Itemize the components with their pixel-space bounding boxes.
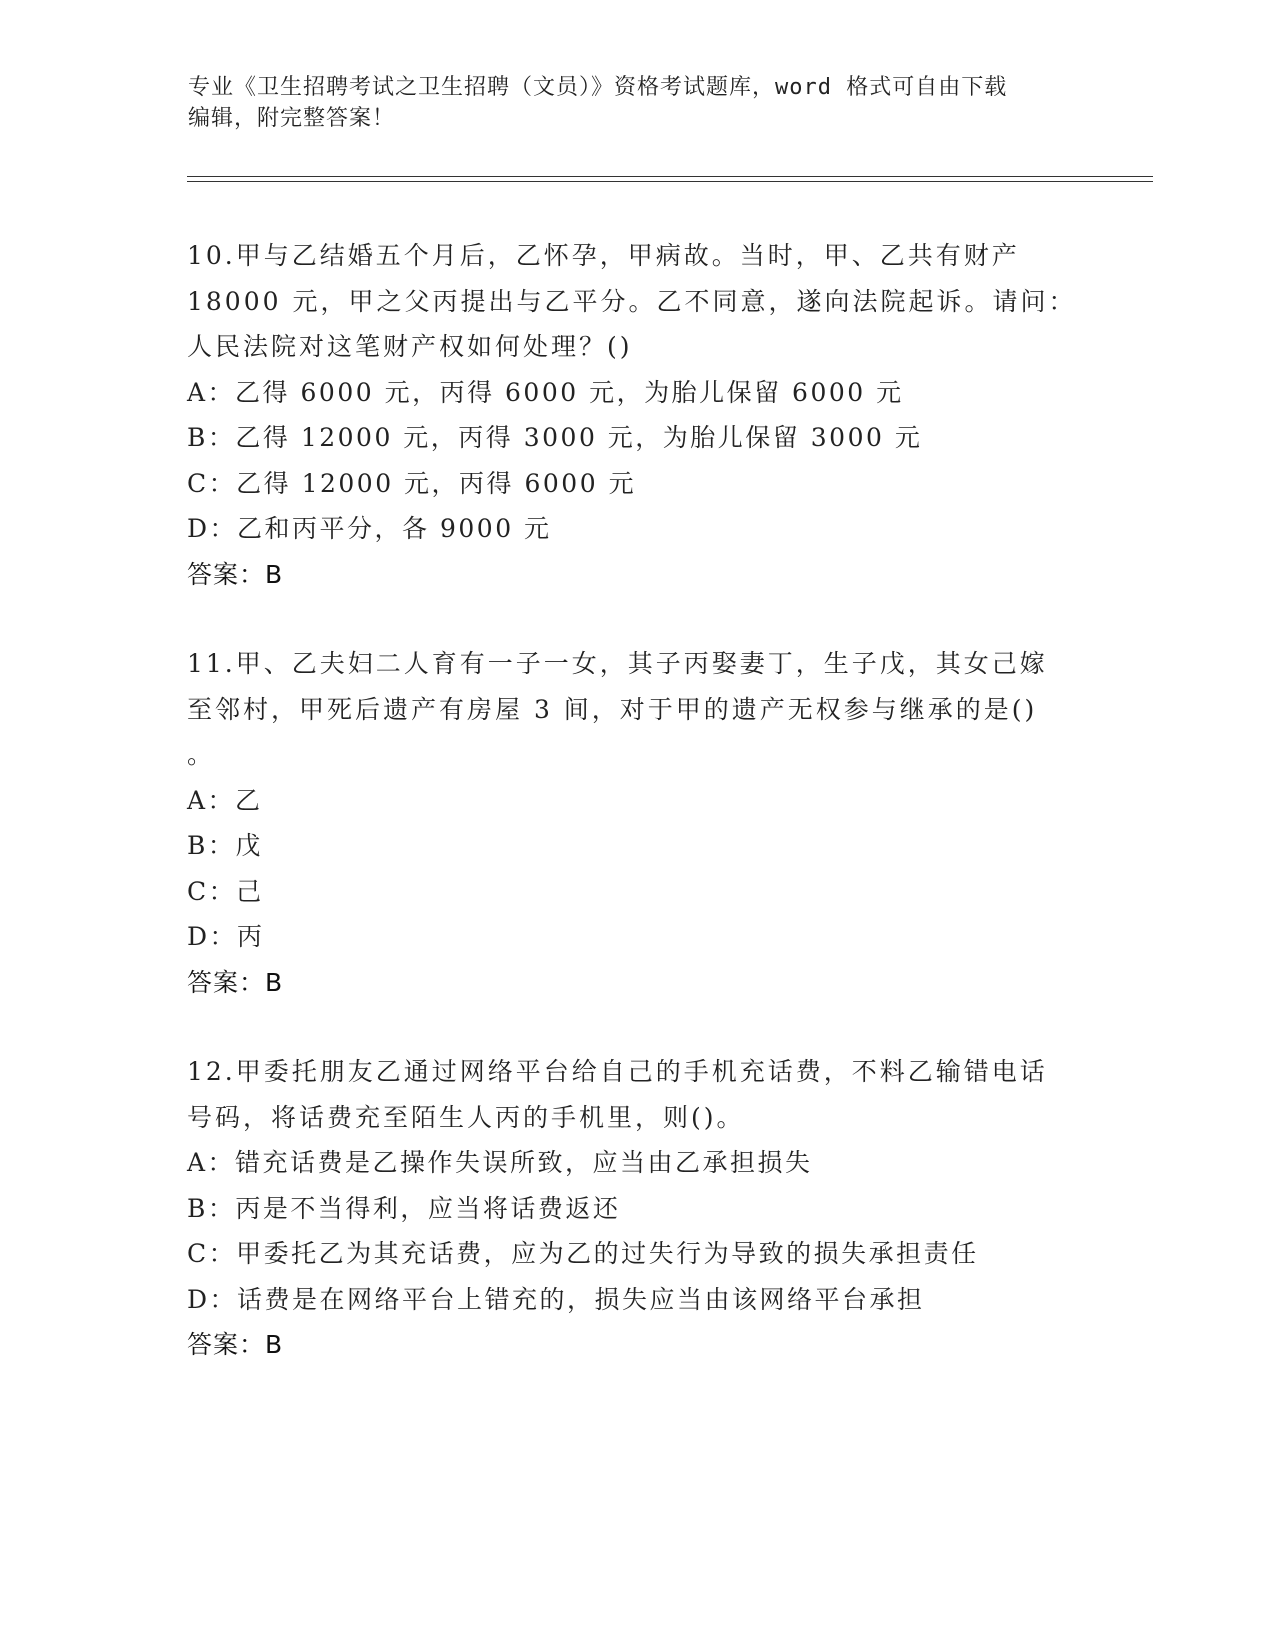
question-stem-line: 。 <box>187 740 216 769</box>
header-divider <box>187 176 1153 177</box>
option-c: C：己 <box>187 876 264 906</box>
question-stem-line: 至邻村，甲死后遗产有房屋 3 间，对于甲的遗产无权参与继承的是() <box>187 694 1038 724</box>
question-11 <box>187 641 1087 1005</box>
question-stem-line: 人民法院对这笔财产权如何处理？() <box>187 332 633 361</box>
question-stem-line: 12.甲委托朋友乙通过网络平台给自己的手机充话费，不料乙输错电话 <box>187 1057 1048 1086</box>
answer-line: 答案：B <box>187 559 284 589</box>
question-stem-line: 号码，将话费充至陌生人丙的手机里，则()。 <box>187 1102 745 1132</box>
option-d: D：话费是在网络平台上错充的，损失应当由该网络平台承担 <box>187 1284 925 1314</box>
option-c: C：甲委托乙为其充话费，应为乙的过失行为导致的损失承担责任 <box>187 1239 979 1268</box>
option-a: A：错充话费是乙操作失误所致，应当由乙承担损失 <box>187 1148 813 1177</box>
question-12 <box>187 1049 1087 1368</box>
option-d: D：丙 <box>187 922 265 951</box>
answer-line: 答案：B <box>187 1330 284 1359</box>
header-line: 编辑，附完整答案！ <box>188 106 396 131</box>
document-header <box>188 72 1088 134</box>
option-b: B：丙是不当得利，应当将话费返还 <box>187 1193 621 1223</box>
question-stem-line: 18000 元，甲之父丙提出与乙平分。乙不同意，遂向法院起诉。请问： <box>187 286 1077 316</box>
option-d: D：乙和丙平分，各 9000 元 <box>187 514 552 543</box>
option-b: B：乙得 12000 元，丙得 3000 元，为胎儿保留 3000 元 <box>187 423 923 452</box>
option-b: B：戊 <box>187 831 263 860</box>
question-stem-line: 10.甲与乙结婚五个月后，乙怀孕，甲病故。当时，甲、乙共有财产 <box>187 241 1020 270</box>
question-10 <box>187 233 1087 597</box>
option-c: C：乙得 12000 元，丙得 6000 元 <box>187 468 637 498</box>
option-a: A：乙得 6000 元，丙得 6000 元，为胎儿保留 6000 元 <box>187 377 904 407</box>
question-stem-line: 11.甲、乙夫妇二人育有一子一女，其子丙娶妻丁，生子戊，其女己嫁 <box>187 649 1048 678</box>
option-a: A：乙 <box>187 785 263 815</box>
header-line: 专业《卫生招聘考试之卫生招聘（文员）》资格考试题库，word 格式可自由下载 <box>188 75 1008 100</box>
header-divider <box>187 181 1153 182</box>
answer-line: 答案：B <box>187 967 284 997</box>
